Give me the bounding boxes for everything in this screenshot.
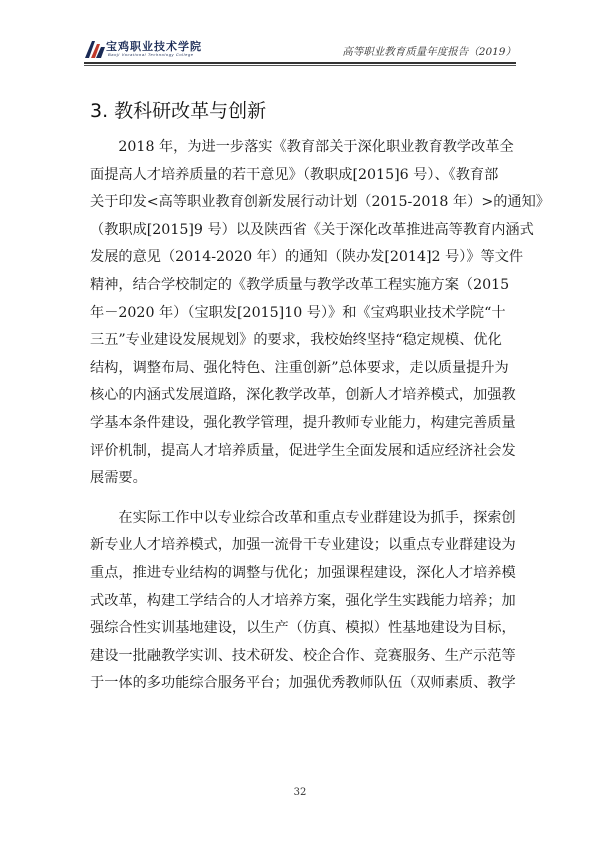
text-line: （教职成[2015]9 号）以及陕西省《关于深化改革推进高等教育内涵式 [90,221,534,238]
text-line: 2018 年，为进一步落实《教育部关于深化职业教育教学改革全 [90,139,514,155]
text-line: 展需要。 [90,470,147,487]
text-line: 评价机制，提高人才培养质量，促进学生全面发展和适应经济社会发 [90,442,516,459]
page-number: 32 [293,787,307,798]
text-line: 重点，推进专业结构的调整与优化；加强课程建设，深化人才培养模 [90,564,516,581]
section-heading: 3. 教科研改革与创新 [90,100,267,122]
text-line: 学基本条件建设，强化教学管理，提升教师专业能力，构建完善质量 [90,414,516,431]
text-line: 核心的内涵式发展道路，深化教学改革，创新人才培养模式，加强教 [90,387,516,404]
text-line: 三五”专业建设发展规划》的要求，我校始终坚持“稳定规模、优化 [90,332,502,349]
college-logo [84,38,208,60]
text-line: 年－2020 年）（宝职发[2015]10 号）》和《宝鸡职业技术学院“十 [90,304,506,321]
text-line: 新专业人才培养模式，加强一流骨干专业建设；以重点专业群建设为 [90,537,516,554]
header-divider [84,62,516,64]
text-line: 精神，结合学校制定的《教学质量与教学改革工程实施方案（2015 [90,276,510,293]
college-emblem-icon [84,38,106,60]
text-line: 强综合性实训基地建设，以生产（仿真、模拟）性基地建设为目标， [90,620,516,637]
text-line: 于一体的多功能综合服务平台；加强优秀教师队伍（双师素质、教学 [90,675,516,692]
text-line: 面提高人才培养质量的若干意见》（教职成[2015]6 号）、《教育部 [90,166,499,183]
header-divider-thin [84,65,516,66]
text-line: 式改革，构建工学结合的人才培养方案，强化学生实践能力培养；加 [90,592,516,609]
text-line: 建设一批融教学实训、技术研发、校企合作、竞赛服务、生产示范等 [90,647,516,664]
text-line: 发展的意见（2014-2020 年）的通知（陕办发[2014]2 号）》等文件 [90,249,524,266]
paragraph-2 [90,505,516,698]
text-line: 关于印发<高等职业教育创新发展行动计划（2015-2018 年）>的通知》 [90,194,550,211]
text-line: 在实际工作中以专业综合改革和重点专业群建设为抓手，探索创 [90,509,516,526]
document-body [90,134,550,698]
paragraph-1 [90,134,550,493]
page-header [0,0,600,68]
college-name: 宝鸡职业技术学院 [106,40,202,53]
text-line: 结构，调整布局、强化特色、注重创新”总体要求，走以质量提升为 [90,359,509,376]
college-name-english: Baoji Vocational Technology College [108,52,194,57]
report-title: 高等职业教育质量年度报告（2019） [342,46,516,58]
